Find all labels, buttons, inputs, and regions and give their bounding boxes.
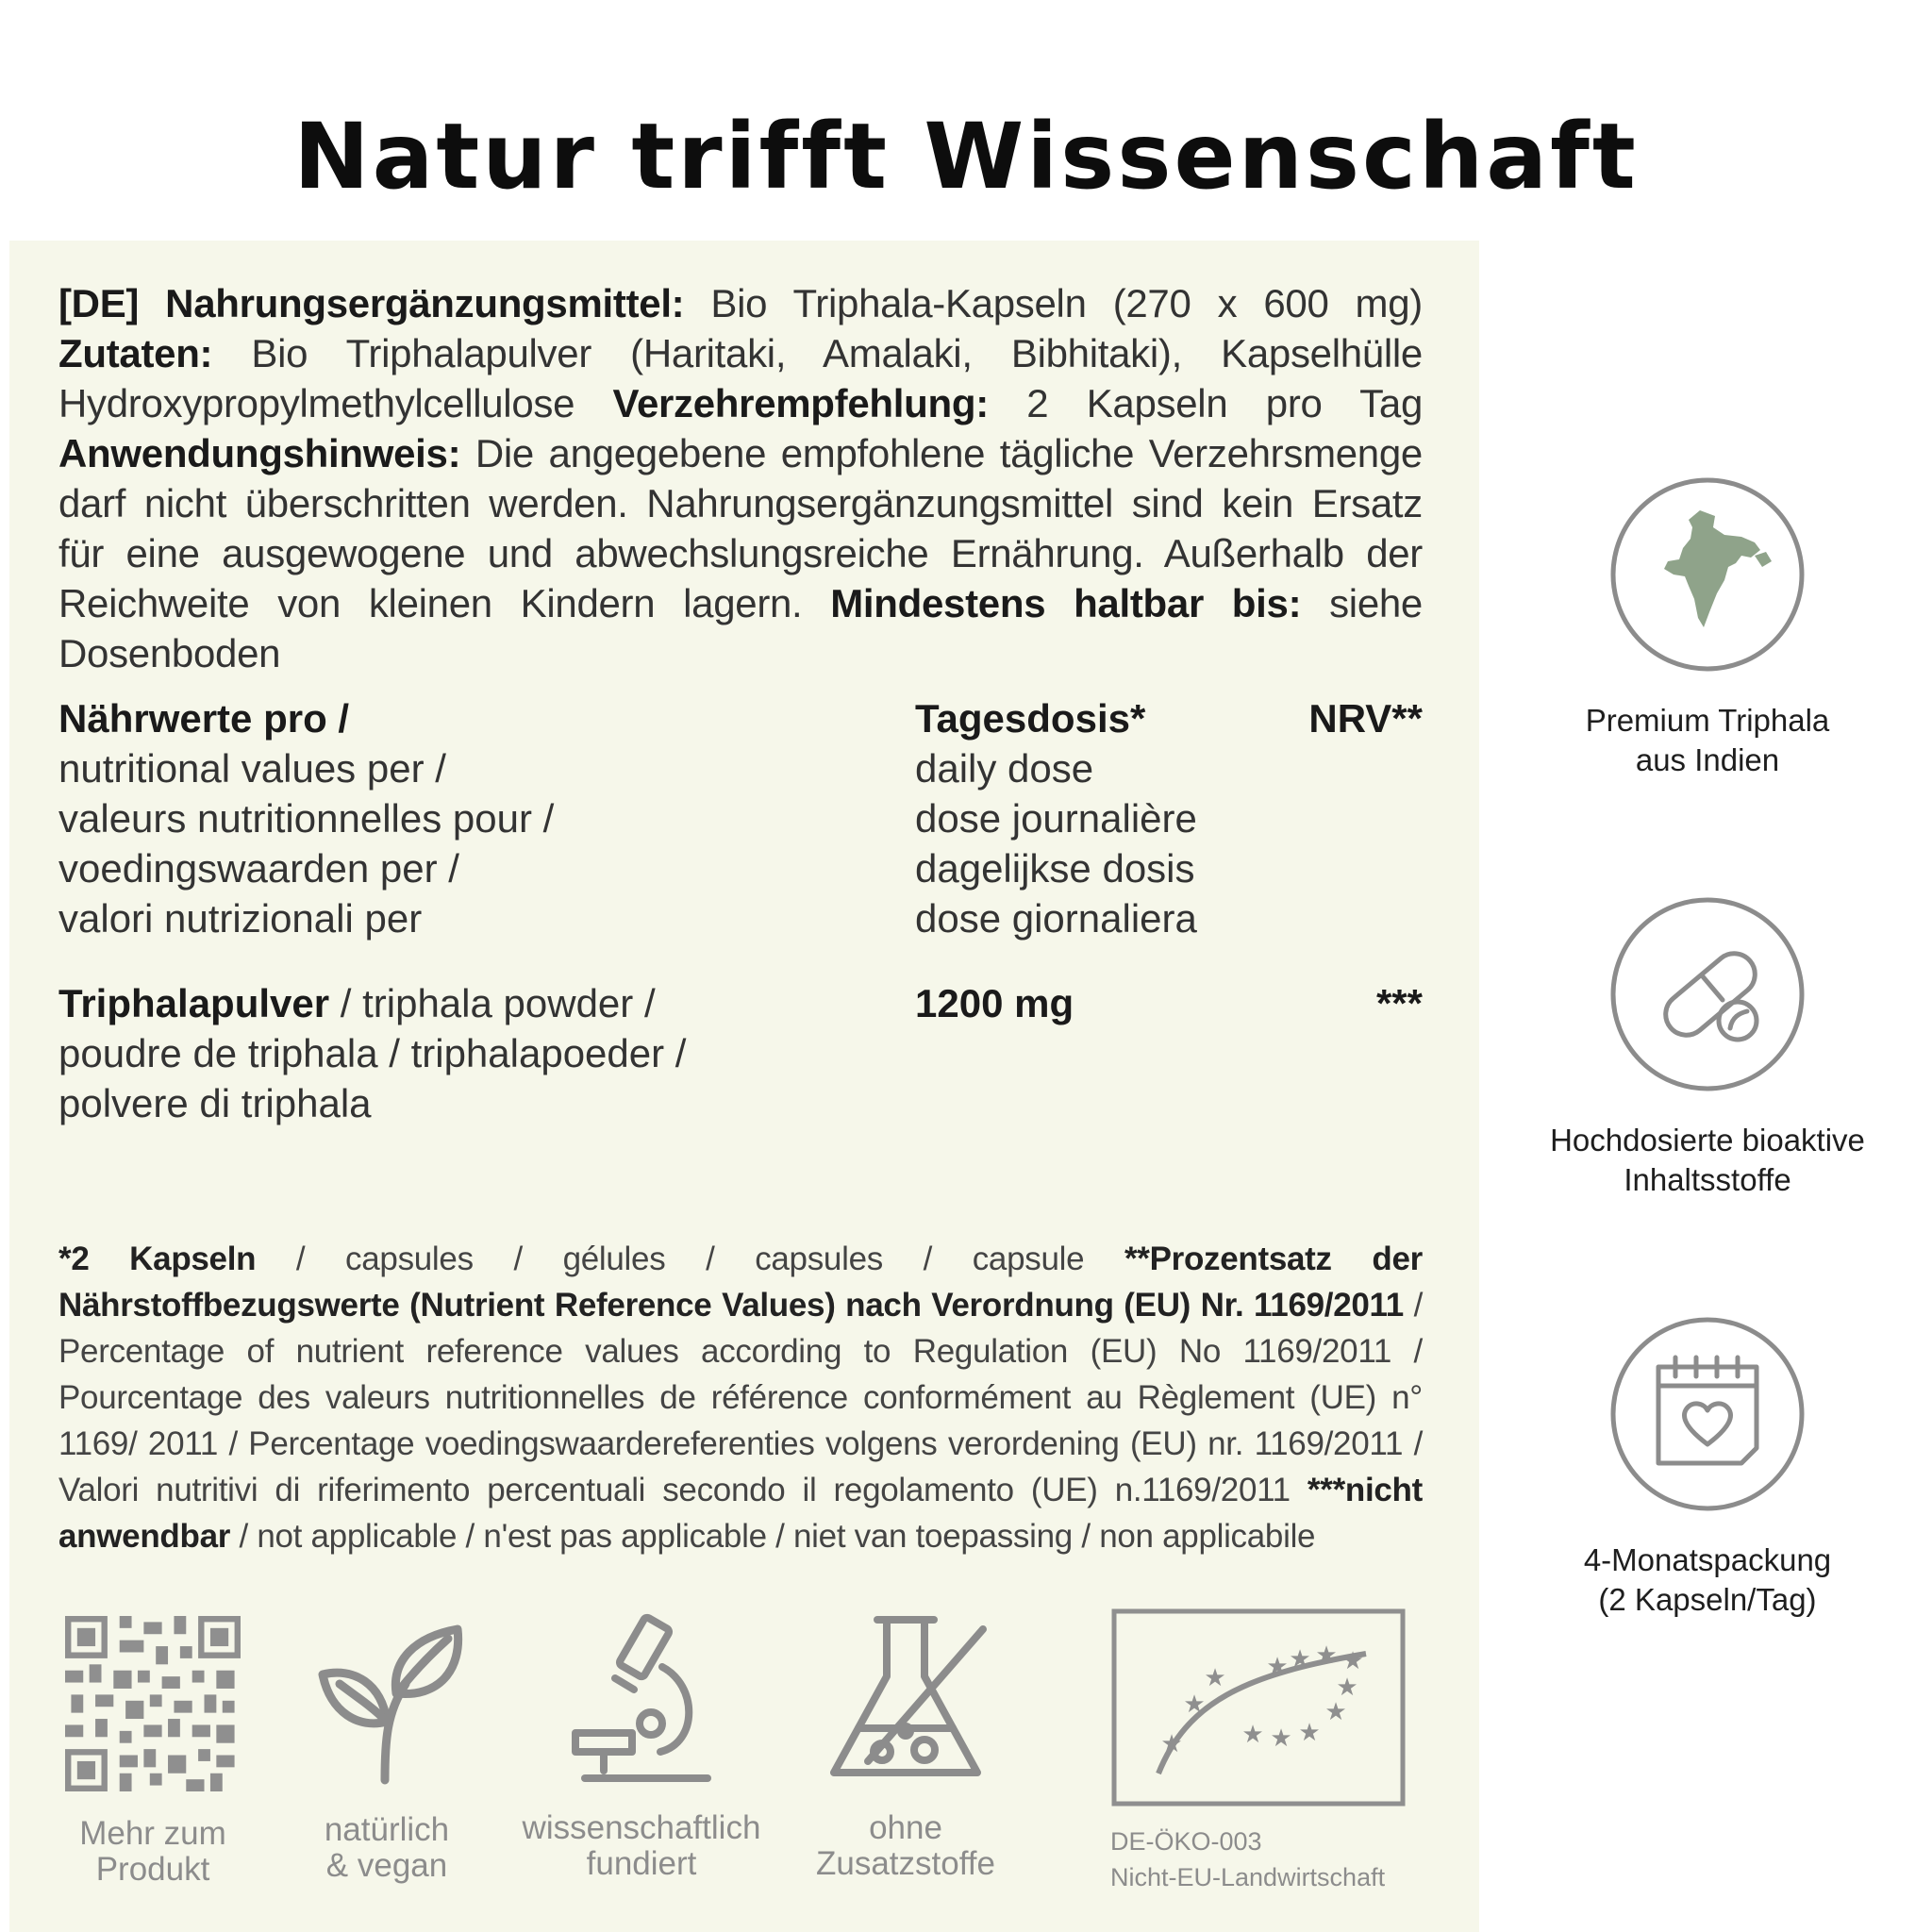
ingredient-name: Triphalapulver / triphala powder / poudre de triphala / triphalapoeder / polvere di triphala [58, 981, 687, 1125]
ingredient-nrv: *** [1375, 981, 1423, 1025]
ingredients-heading: Zutaten: [58, 331, 213, 375]
nutrition-header-col1: Nährwerte pro / nutritional values per / valeurs nutritionnelles pour / voedingswaarden per / valori nutrizionali per [58, 696, 555, 941]
qr-code-icon[interactable] [65, 1616, 241, 1791]
usage-heading: Anwendungshinweis: [58, 431, 461, 475]
svg-text:★: ★ [1289, 1645, 1311, 1674]
qr-block[interactable]: Mehr zum Produkt [58, 1616, 247, 1888]
product-label [9, 241, 1479, 1932]
no-additives-block: ohne Zusatzstoffe [811, 1610, 1000, 1882]
capsule-leaf-icon [1609, 896, 1806, 1092]
svg-text:★: ★ [1341, 1647, 1364, 1675]
svg-text:★: ★ [1266, 1653, 1289, 1681]
flask-crossed-icon [821, 1610, 991, 1786]
label-icons [9, 241, 1479, 1932]
microscope-icon [557, 1610, 726, 1786]
leaves-icon [302, 1618, 472, 1788]
best-before-heading: Mindestens haltbar bis: [830, 581, 1302, 625]
svg-text:★: ★ [1160, 1730, 1183, 1758]
svg-text:★: ★ [1315, 1641, 1338, 1670]
svg-text:★: ★ [1241, 1721, 1264, 1749]
svg-text:★: ★ [1204, 1664, 1226, 1692]
feature-package: 4-Monatspackung (2 Kapseln/Tag) [1509, 1316, 1906, 1620]
nutrition-header-col3: NRV** [1308, 696, 1423, 741]
svg-text:★: ★ [1324, 1698, 1347, 1726]
calendar-heart-icon [1609, 1316, 1806, 1512]
dosage-heading: Verzehrempfehlung: [612, 381, 989, 425]
svg-text:★: ★ [1270, 1724, 1292, 1753]
eu-organic-logo-icon [1111, 1608, 1406, 1807]
eu-code: DE-ÖKO-003 Nicht-EU-Landwirtschaft [1110, 1827, 1386, 1891]
vegan-block: natürlich & vegan [302, 1618, 472, 1884]
nutrition-header-col2: Tagesdosis* daily dose dose journalière dagelijkse dosis dose giornaliera [915, 696, 1197, 941]
india-map-icon [1609, 476, 1806, 673]
ingredients-text: [DE] Nahrungsergänzungsmittel: Bio Triphala-Kapseln (270 x 600 mg) Zutaten: Bio Triphalapulver (Haritaki, Amalaki, Bibhitaki), Kapselhülle Hydroxypropylmethylcellulose Verzehrempfehlung: 2 Kapseln pro Tag Anwendungshinweis: Die angegebene empfohlene tägliche Verzehrsmenge darf nicht überschritten werden. Nahrungsergänzungsmittel sind kein Ersatz für eine ausgewogene und abwechslungsreiche Ernährung. Außerhalb der Reichweite von kleinen Kindern lagern. Mindestens haltbar bis: siehe Dosenboden [58, 281, 1424, 675]
page-title: Natur trifft Wissenschaft [293, 104, 1639, 209]
svg-text:★: ★ [1298, 1719, 1321, 1747]
feature-origin: Premium Triphala aus Indien [1509, 476, 1906, 780]
svg-text:★: ★ [1183, 1690, 1206, 1719]
science-block: wissenschaftlich fundiert [519, 1610, 764, 1882]
feature-potency: Hochdosierte bioaktive Inhaltsstoffe [1509, 896, 1906, 1200]
footnotes: *2 Kapseln / capsules / gélules / capsules / capsule **Prozentsatz der Nährstoffbezugswerte (Nutrient Reference Values) nach Verordnung (EU) Nr. 1169/2011 / Percentage of nutrient reference values according to Regulation (EU) No 1169/2011 / Pourcentage des valeurs nutritionnelles de référence conformément au Règlement (UE) n° 1169/ 2011 / Percentage voedingswaardereferenties volgens verordening (EU) nr. 1169/2011 / Valori nutritivi di riferimento percentuali secondo il regolamento (UE) n.1169/2011 ***nicht anwendbar / not applicable / n'est pas applicable / niet van toepassing / non applicabile [58, 1241, 1423, 1555]
label-type-heading: [DE] Nahrungsergänzungsmittel: [58, 281, 685, 325]
svg-text:★: ★ [1336, 1674, 1358, 1702]
ingredient-amount: 1200 mg [915, 981, 1074, 1025]
